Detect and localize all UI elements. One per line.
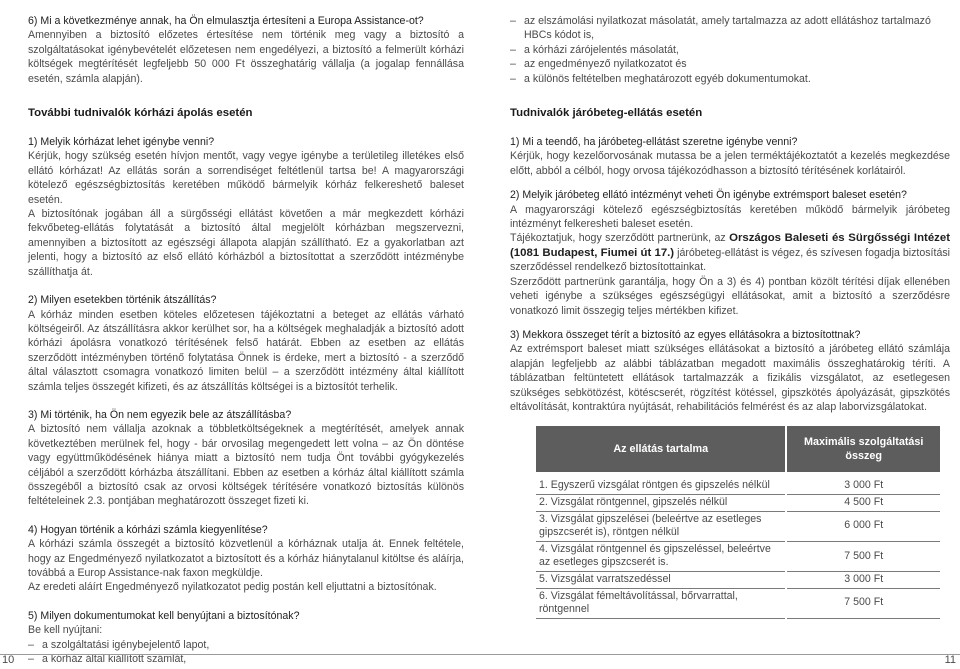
question-5: 5) Milyen dokumentumokat kell benyújtani a biztosítónak?: [28, 609, 300, 622]
service-cell: 2. Vizsgálat röntgennel, gipszelés nélkül: [536, 494, 786, 511]
cost-table: [536, 426, 940, 618]
service-cell: 1. Egyszerű vizsgálat röntgen és gipszelés nélkül: [536, 475, 786, 494]
list-item: – a különös feltételben meghatározott egyéb dokumentumokat.: [510, 72, 950, 86]
answer-1-paragraph-2: A biztosítónak jogában áll a sürgősségi ellátást követően a már megkezdett kórházi fekvőbeteg-ellátás folytatását a biztosító által megjelölt kórházban megszervezni, amennyiben a biztosított az egészségi állapota alapján szállítható. Ez a gyakorlatban azt jelenti, hogy a biztosító az első ellátó kórházból a biztosítottat a szerződött intézménybe szállíthatja át.: [28, 208, 464, 278]
answer-6: Amennyiben a biztosító előzetes értesítése nem történik meg vagy a biztosító a szolgáltatásokat igénybevételét előzetesen nem engedélyezi, a biztosító a felmerült kórházi költségek megtérítését legfeljebb 50 000 Ft összeghatárig vállalja (a jogalap fennállása esetén, számla alapján).: [28, 29, 464, 85]
table-row: [536, 541, 940, 571]
amount-cell: 7 500 Ft: [786, 588, 940, 618]
table-row: [536, 571, 940, 588]
list-item: – a kórházi zárójelentés másolatát,: [510, 43, 950, 57]
footer-rule: [0, 654, 960, 655]
column-header-service: Az ellátás tartalma: [536, 426, 786, 475]
answer-1: Kérjük, hogy kezelőorvosának mutassa be a jelen terméktájékoztatót a kezelés megkezdése előtt, abból a célból, hogy orvosa tájékozódhasson a biztosító térítésének korlátairól.: [510, 150, 950, 177]
amount-cell: 4 500 Ft: [786, 494, 940, 511]
service-cell: 3. Vizsgálat gipszelései (beleértve az esetleges gipszcserét is), röntgen nélkül: [536, 511, 786, 541]
list-item: – az engedményező nyilatkozatot és: [510, 57, 950, 71]
amount-cell: 3 000 Ft: [786, 475, 940, 494]
table-row: [536, 588, 940, 618]
answer-2-paragraph-2: [510, 231, 950, 274]
table-row: [536, 511, 940, 541]
question-3: 3) Mekkora összeget térít a biztosító az egyes ellátásokra a biztosítottnak?: [510, 328, 861, 341]
table-row: [536, 475, 940, 494]
document-list: [28, 638, 464, 667]
question-6: 6) Mi a következménye annak, ha Ön elmulasztja értesíteni a Europa Assistance-ot?: [28, 15, 424, 27]
page-number: 11: [944, 654, 956, 666]
page-number: 10: [2, 654, 15, 666]
left-column: [28, 14, 464, 666]
answer-2: A kórház minden esetben köteles előzetesen tájékoztatni a beteget az ellátás várható költségeiről. Az átszállításra akkor kerülhet sor, ha a költségek meghaladják a biztosító adott kórházi ápolásra vonatkozó térítésének felső határát. Ebben az esetben az ellátás szerződött intézményben történő folytatása Önnek is érdeke, mert a biztosító - a szerződő által választott csomagra vonatkozó limiten belül – a szerződött intézmény által kiállított számla teljes összegét kifizeti, és az átszállítás költségei is a biztosítót terhelik.: [28, 308, 464, 393]
text: járóbeteg-ellátást is végez, és szívesen fogadja biztosítási szerződéssel rendelkező biztosítottainkat.: [510, 246, 950, 274]
answer-2-paragraph-1: A magyarországi kötelező egészségbiztosítás keretében működő bármelyik járóbeteg intézményt felkeresheti baleset esetén.: [510, 203, 950, 231]
question-4: 4) Hogyan történik a kórházi számla kiegyenlítése?: [28, 523, 268, 536]
partner-name: Országos Baleseti és Sürgősségi Intézet (1081 Budapest, Fiumei út 17.): [510, 232, 951, 259]
list-item: – a kórház által kiállított számlát,: [28, 652, 464, 666]
right-page: [480, 0, 960, 669]
answer-4-paragraph-1: A kórházi számla összegét a biztosító közvetlenül a kórháznak utalja át. Ennek feltétele, hogy az Engedményező nyilatkozatot a biztosított és a kórház hiánytalanul kitöltse és aláírja, továbbá a Europ Assistance-nak faxon megküldje.: [28, 538, 464, 579]
answer-3: Az extrémsport baleset miatt szükséges ellátásokat a biztosító a járóbeteg ellátó számlája alapján legfeljebb az alábbi táblázatban megadott maximális összeghatárokig téríti. A táblázatban feltüntetett ellátások tartalmazzák a fizikális vizsgálatot, az esetlegesen szükséges sebkötözést, kötéscserét, rögzítést kötéssel, gipszkötés ápolyázását, gipszkötés eltávolítását, kontraktúra nyújtását, rehabilitációs felmérést és az alap laborvizsgálatokat.: [510, 343, 950, 413]
amount-cell: 6 000 Ft: [786, 511, 940, 541]
answer-4-paragraph-2: Az eredeti aláírt Engedményező nyilatkozatot pedig postán kell eljuttatni a biztosítónak.: [28, 581, 437, 594]
service-cell: 5. Vizsgálat varratszedéssel: [536, 571, 786, 588]
section-title-hospital: További tudnivalók kórházi ápolás esetén: [28, 107, 253, 120]
answer-5-intro: Be kell nyújtani:: [28, 624, 103, 637]
answer-2-paragraph-3: Szerződött partnerünk garantálja, hogy Ön a 3) és 4) pontban közölt térítési díjak ellenében veheti igénybe a szükséges egészségügyi ellátásokat, amit a biztosító a szerződésre vonatkozó limit összegig teljes mértékben kifizet.: [510, 275, 950, 317]
right-column: [510, 14, 950, 619]
amount-cell: 3 000 Ft: [786, 571, 940, 588]
answer-1-paragraph-1: Kérjük, hogy szükség esetén hívjon mentőt, vagy vegye igénybe a területileg illetékes első ellátó kórházat! Az ellátás során a sorrendiséget feltétlenül tartsa be! A magyarországi kötelező egészségbiztosítás keretében működő bármelyik kórház felkereshető baleset esetén.: [28, 150, 464, 206]
document-list-continued: [510, 14, 950, 86]
service-cell: 4. Vizsgálat röntgennel és gipszeléssel, beleértve az esetleges gipszcserét is.: [536, 541, 786, 571]
service-cell: 6. Vizsgálat fémeltávolítással, bőrvarrattal, röntgennel: [536, 588, 786, 618]
list-item: – a szolgáltatási igénybejelentő lapot,: [28, 638, 464, 652]
question-1: 1) Melyik kórházat lehet igénybe venni?: [28, 136, 215, 149]
question-2: 2) Melyik járóbeteg ellátó intézményt veheti Ön igénybe extrémsport baleset esetén?: [510, 189, 907, 202]
table-row: [536, 494, 940, 511]
question-1: 1) Mi a teendő, ha járóbeteg-ellátást szeretne igénybe venni?: [510, 136, 798, 149]
question-2: 2) Milyen esetekben történik átszállítás?: [28, 294, 217, 307]
question-3: 3) Mi történik, ha Ön nem egyezik bele az átszállításba?: [28, 408, 292, 421]
section-title-outpatient: Tudnivalók járóbeteg-ellátás esetén: [510, 107, 703, 120]
list-item: – az elszámolási nyilatkozat másolatát, amely tartalmazza az adott ellátáshoz tartalmazó HBCs kódot is,: [510, 14, 950, 43]
text: Tájékoztatjuk, hogy szerződött partnerünk, az: [510, 232, 730, 245]
answer-3: A biztosító nem vállalja azoknak a többletköltségeknek a megtérítését, amelyek annak következtében merülnek fel, hogy - bár orvosilag megengedett lett volna – az Ön döntése vagy együttműködésének hiánya miatt a biztosító nem tudja Önt további gyógykezelés céljából a szerződött kórházba átszállítani. Ebben az esetben a kórház által kiállított számla összegéből a biztosító csak az orvosi költségek térítésére vonatkozó biztosítás különös feltételeinek 2.3. pontjában meghatározott összeget fizeti ki.: [28, 423, 464, 508]
amount-cell: 7 500 Ft: [786, 541, 940, 571]
column-header-amount: Maximális szolgáltatási összeg: [786, 426, 940, 475]
